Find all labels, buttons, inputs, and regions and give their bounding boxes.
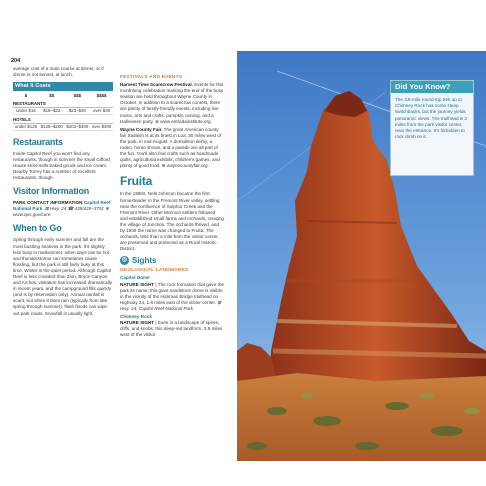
contact-details: ⊠ Hwy. 24 ☎ 435/425–3791 ⊕ www.nps.gov/care. [13, 206, 110, 218]
did-you-know-title: Did You Know? [391, 81, 473, 93]
harvest-festival-text: Events for this monthlong celebration marking the end of the busy season are held throughout Wayne County in October. In addition to a scarecrow contest, there are plenty of family-friendly events, including live music, arts and crafts, pumpkin carving, and a Halloween party. ⊕ www.entradainstitute.org. [120, 82, 224, 124]
fruita-title: Fruita [120, 174, 153, 189]
festivals-title: FESTIVALS AND EVENTS [120, 75, 183, 80]
cost-cell: $16–$22 [39, 107, 65, 114]
capitol-dome-entry [120, 282, 224, 312]
capitol-dome-address: ⊠ Hwy. 24, Capitol Reef National Park. [120, 299, 222, 311]
nature-sight-label: NATURE SIGHT [120, 320, 155, 326]
cost-cell: under $16 [13, 107, 39, 114]
cost-header-1: $ [24, 93, 28, 99]
restaurants-text: Inside Capitol Reef you won't find any restaurants, though in summer the small Gifford House store sells baked goods and ice cream. Nearby Torrey has a number of excellent restaurants, though. [13, 150, 110, 181]
chimney-rock-text: | Even in a landscape of spires, cliffs, and knobs, this deep-red landform, 3.9 miles west of the visitor [120, 320, 223, 338]
cost-table-header [13, 91, 113, 99]
middle-column [120, 55, 224, 340]
cost-cell: $201–$300 [66, 124, 89, 129]
harvest-festival-name: Harvest Time Scarecrow Festival. [120, 82, 193, 88]
cost-table [13, 91, 113, 131]
sights-title: Sights [132, 255, 157, 265]
cost-table-title: What It Costs [13, 82, 113, 91]
hotels-label: HOTELS [13, 114, 113, 123]
cost-header-3: $$$ [73, 93, 82, 99]
capitol-dome-text: | The rock formation that gave the park its name; this giant sandstone dome is visible in the vicinity of the Hickman Bridge trailhead on Highway 24, 1.9 miles east of the visitor center. [120, 281, 224, 305]
did-you-know-box [390, 80, 474, 176]
cost-cell: $23–$30 [65, 107, 91, 114]
when-to-go-title: When to Go [13, 223, 62, 234]
sights-header [120, 256, 224, 265]
park-name-link[interactable]: Capitol Reef National Park. [13, 200, 111, 212]
restaurants-costs [13, 107, 113, 114]
visitor-info-text [13, 200, 113, 218]
cost-cell: $125–$200 [40, 124, 63, 129]
county-fair-name: Wayne County Fair. [120, 126, 163, 132]
cost-header-4: $$$$ [96, 93, 107, 99]
capitol-dome-name: Capitol Dome [120, 275, 150, 281]
cost-table-box [13, 82, 113, 131]
chimney-rock-name: Chimney Rock [120, 314, 152, 319]
page-number: 204 [11, 58, 21, 64]
intro-text: average cost of a main course at dinner, or if dinner is not served, at lunch. [13, 66, 104, 78]
cost-cell: over $300 [91, 124, 112, 129]
cost-cell: under $125 [14, 124, 38, 129]
county-fair-entry [120, 127, 224, 170]
contact-label: PARK CONTACT INFORMATION [13, 200, 83, 206]
when-to-go-text: Spring through early summer and fall are the most bustling seasons in the park. It's slightly less busy in midsummer, when days can be hot and thunderstorms can sometimes cause flooding, but the park is still fairly busy at this time. Winter is the quiet period. Although Capitol Reef is less crowded than Zion, Bryce Canyon, and Arches, visitation has increased dramatically in recent years, and the campground fills quickly (and is by reservation only). Annual rainfall is scant, but when it does rain (typically from late spring through summer), flash floods can wipe out park roads. Snowfall is usually light. [13, 237, 113, 316]
nature-sight-label: NATURE SIGHT [120, 281, 155, 287]
cost-cell: over $30 [90, 107, 113, 114]
binoculars-icon: ◎ [121, 257, 128, 264]
did-you-know-text: The 3.5-mile round-trip trek up to Chimney Rock has some steep switchbacks, but the journey yields panoramic views. The trailhead is 3 miles from the park visitor center, near the entrance. It's forbidden to rock climb on it. [395, 97, 467, 140]
restaurants-title: Restaurants [13, 136, 63, 147]
fruita-text: In the 1880s, Nels Johnson became the first homesteader in the Fremont River valley, settling near the confluence of Sulphur Creek and the Fremont River. Other Mormon settlers followed and established small farms and orchards, creating the village of Junction. The orchards thrived, and by 1900 the name was changed to Fruita. The orchards, less than a mile from the visitor center, are preserved and protected as a Rural Historic District. [120, 191, 224, 252]
left-column [13, 55, 113, 319]
hotels-costs [13, 123, 113, 130]
county-fair-text: The great American county fair tradition is at its finest in Loa, 30 miles west of the park, in mid-August. A demolition derby, a rodeo, horse shows, and a parade are all part of the fun. You'll also find crafts such as handmade quilts, agricultural exhibits, children's games, and plenty of good food. ⊕ waynecountyfair.org. [120, 126, 222, 169]
visitor-info-title: Visitor Information [13, 186, 90, 197]
geological-landmarks-title: GEOLOGICAL LANDMARKS [120, 268, 189, 274]
harvest-festival-entry [120, 82, 224, 125]
restaurants-label: RESTAURANTS [13, 99, 113, 107]
chimney-rock-entry [120, 320, 224, 338]
cost-header-2: $$ [49, 93, 55, 99]
